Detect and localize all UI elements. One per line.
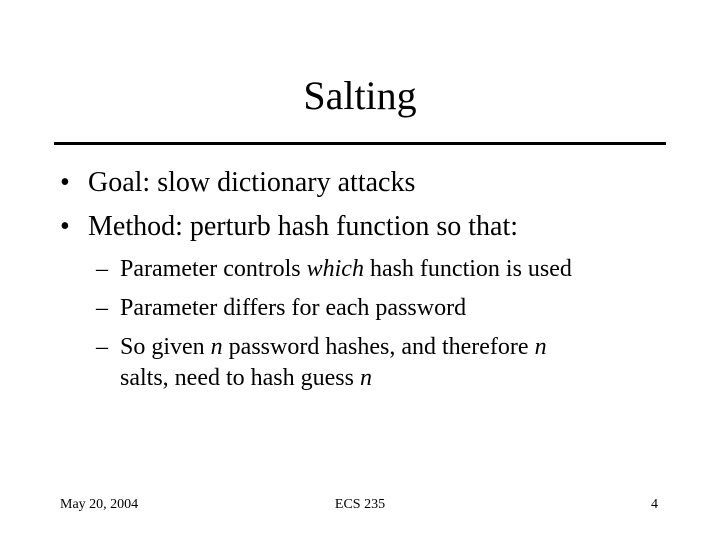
sub-bullet-emphasis: which bbox=[306, 256, 364, 282]
sub-bullet-text: salts, need to hash guess bbox=[120, 365, 360, 391]
sub-bullet-emphasis: n bbox=[359, 365, 372, 391]
sub-bullet-so-given bbox=[96, 332, 547, 394]
sub-bullet-parameter-differs bbox=[96, 293, 466, 324]
sub-bullet-marker: – bbox=[96, 334, 108, 360]
sub-bullet-marker: – bbox=[96, 256, 108, 282]
sub-bullet-emphasis: n bbox=[534, 334, 547, 360]
bullet-marker: • bbox=[60, 167, 70, 198]
bullet-marker: • bbox=[60, 211, 70, 242]
bullet-text: Method: perturb hash function so that: bbox=[88, 211, 519, 242]
footer-page-number: 4 bbox=[651, 497, 658, 512]
sub-bullet-text: Parameter differs for each password bbox=[120, 295, 467, 321]
bullet-text: Goal: slow dictionary attacks bbox=[88, 167, 416, 198]
bullet-goal bbox=[60, 166, 415, 200]
sub-bullet-emphasis: n bbox=[210, 334, 223, 360]
sub-bullet-text: password hashes, and therefore bbox=[222, 334, 535, 360]
sub-bullet-text: So given bbox=[120, 334, 211, 360]
sub-bullet-text: hash function is used bbox=[363, 256, 572, 282]
slide-title: Salting bbox=[303, 73, 417, 118]
sub-bullet-continuation bbox=[96, 363, 547, 394]
footer-course: ECS 235 bbox=[334, 497, 386, 512]
bullet-method bbox=[60, 210, 518, 244]
footer-date: May 20, 2004 bbox=[60, 497, 139, 512]
sub-bullet-text: Parameter controls bbox=[120, 256, 307, 282]
sub-bullet-marker: – bbox=[96, 295, 108, 321]
sub-bullet-parameter-controls bbox=[96, 254, 572, 285]
